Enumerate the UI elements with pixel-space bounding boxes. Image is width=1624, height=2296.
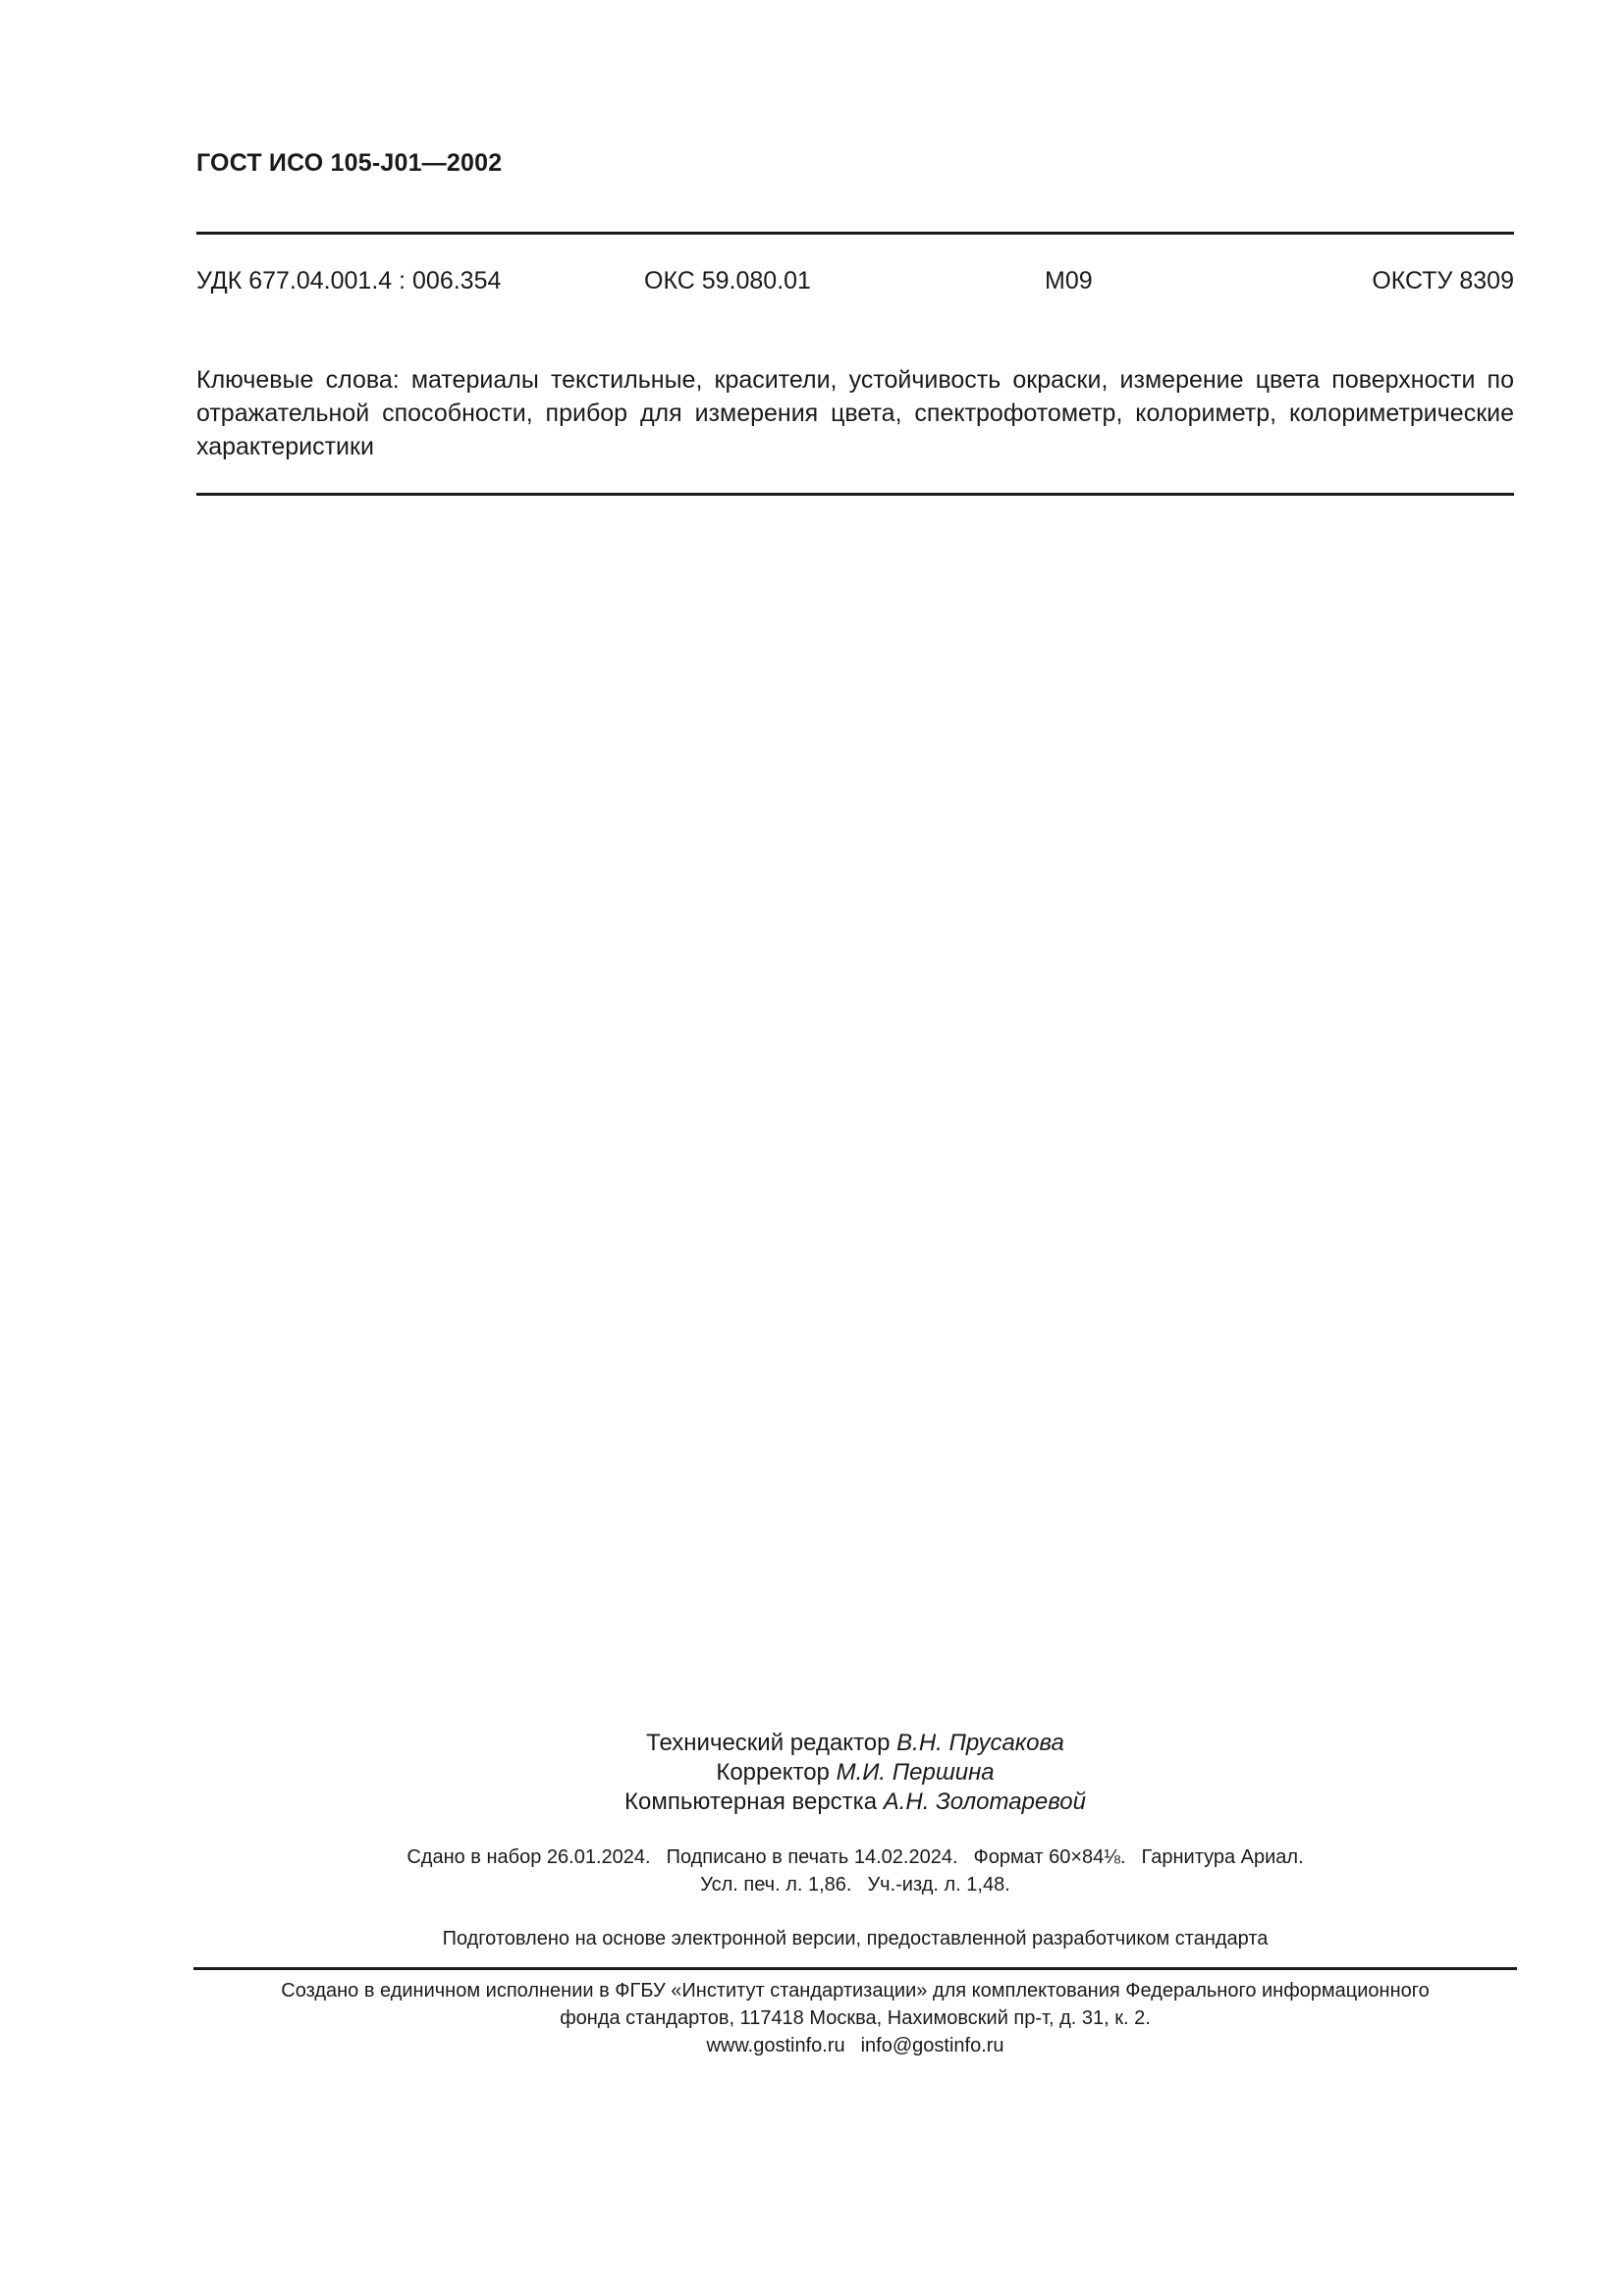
credits-block	[196, 1729, 1514, 1817]
publisher-sheets: Уч.-изд. л. 1,48.	[867, 1874, 1010, 1896]
print-info-line-1	[196, 1843, 1514, 1871]
classification-codes	[196, 267, 1514, 300]
layout-line	[196, 1788, 1514, 1817]
keywords-paragraph: Ключевые слова: материалы текстильные, красители, устойчивость окраски, измерение цвета поверхности по отражательной способности, прибор для измерения цвета, спектрофотометр, колориметр, колориметрические характеристики	[196, 366, 1514, 460]
prepared-note: Подготовлено на основе электронной версии, предоставленной разработчиком стандарта	[442, 1928, 1269, 1949]
typeface: Гарнитура Ариал.	[1141, 1846, 1304, 1868]
tech-editor-line	[196, 1729, 1514, 1758]
print-info-block	[196, 1843, 1514, 1898]
contacts-line	[196, 2032, 1514, 2059]
print-format: Формат 60×84⅛.	[973, 1846, 1126, 1868]
tech-editor-label: Технический редактор	[646, 1730, 897, 1756]
m-code: М09	[1045, 267, 1093, 294]
keywords-divider	[196, 493, 1514, 496]
layout-label: Компьютерная верстка	[624, 1789, 884, 1815]
print-sheets: Усл. печ. л. 1,86.	[700, 1874, 852, 1896]
created-note-block	[196, 1977, 1514, 2059]
layout-name: А.Н. Золотаревой	[883, 1789, 1086, 1815]
bottom-divider	[193, 1967, 1517, 1970]
print-info-line-2	[196, 1871, 1514, 1898]
top-divider	[196, 232, 1514, 235]
website-link[interactable]: www.gostinfo.ru	[706, 2035, 845, 2056]
submitted-date: Сдано в набор 26.01.2024.	[406, 1846, 651, 1868]
standard-id-header: ГОСТ ИСО 105-J01—2002	[196, 149, 503, 177]
corrector-line	[196, 1758, 1514, 1788]
oks-code: ОКС 59.080.01	[644, 267, 811, 294]
email-link[interactable]: info@gostinfo.ru	[860, 2035, 1004, 2056]
okstu-code: ОКСТУ 8309	[1372, 267, 1514, 294]
signed-date: Подписано в печать 14.02.2024.	[666, 1846, 958, 1868]
udk-code: УДК 677.04.001.4 : 006.354	[196, 267, 502, 294]
corrector-label: Корректор	[716, 1759, 837, 1786]
tech-editor-name: В.Н. Прусакова	[896, 1730, 1064, 1756]
corrector-name: М.И. Першина	[836, 1759, 995, 1786]
created-line-2: фонда стандартов, 117418 Москва, Нахимовский пр-т, д. 31, к. 2.	[560, 2007, 1151, 2029]
created-line-1: Создано в единичном исполнении в ФГБУ «Институт стандартизации» для комплектования Федерального информационного	[281, 1980, 1430, 2002]
